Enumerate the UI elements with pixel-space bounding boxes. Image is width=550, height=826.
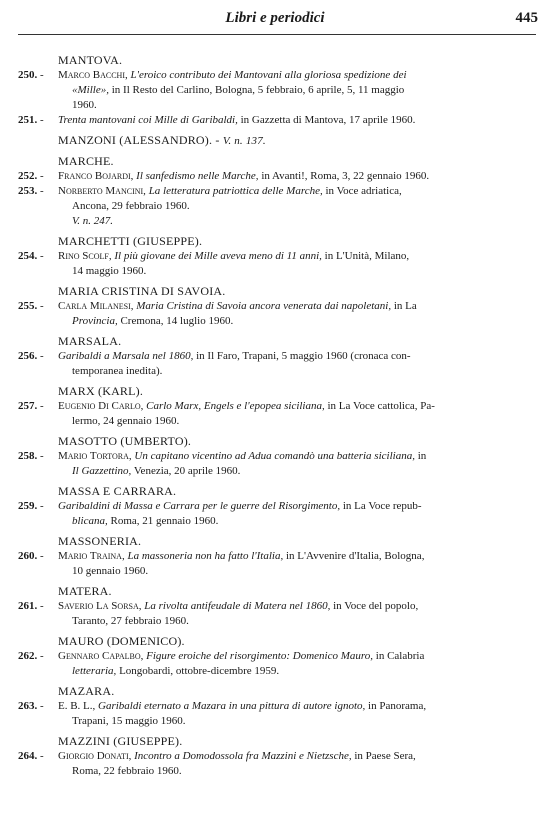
entry-number: [18, 399, 58, 414]
entry-number-text: 257.: [18, 400, 38, 412]
section-heading-text: MANZONI (ALESSANDRO).: [58, 133, 213, 147]
entry-number-text: 262.: [18, 650, 38, 662]
bibliography-entry: [0, 649, 550, 679]
entry-number: [18, 169, 58, 184]
entry-number: [18, 699, 58, 714]
entry-publication: in: [414, 450, 427, 462]
entry-number: [18, 749, 58, 764]
entry-author: E. B. L.,: [58, 700, 96, 712]
header-rule: [18, 34, 536, 35]
entry-line: [58, 749, 538, 764]
entry-publication: Venezia, 20 aprile 1960.: [131, 465, 241, 477]
entry-line: [58, 464, 538, 479]
entry-title: Garibaldi eternato a Mazara in una pittura di autore ignoto,: [98, 700, 366, 712]
entry-publication: Cremona, 14 luglio 1960.: [117, 315, 234, 327]
section-heading-text: MARCHETTI (GIUSEPPE).: [58, 234, 203, 248]
entry-number-text: 251.: [18, 114, 38, 126]
bibliography-entry: [0, 599, 550, 629]
entry-author: Gennaro Capalbo,: [58, 650, 144, 662]
entry-number: [18, 549, 58, 564]
entry-number-text: 259.: [18, 500, 38, 512]
entry-number: [18, 184, 58, 199]
entry-line: [58, 314, 538, 329]
entry-publication: in Panorama,: [365, 700, 427, 712]
entry-author: Eugenio Di Carlo,: [58, 400, 144, 412]
entry-title: La letteratura patriottica delle Marche,: [148, 185, 323, 197]
entry-line: [58, 299, 538, 314]
entry-line: [58, 614, 538, 629]
entry-title: letteraria,: [72, 665, 117, 677]
entry-publication: Roma, 21 gennaio 1960.: [107, 515, 219, 527]
cross-reference: V. n. 137.: [222, 135, 266, 147]
section-heading-text: MAZARA.: [58, 684, 115, 698]
entry-author: Franco Bojardi,: [58, 170, 134, 182]
entry-dash: -: [37, 450, 44, 462]
section-heading: [0, 283, 550, 299]
entry-line: [58, 449, 538, 464]
entry-publication: in La Voce cattolica, Pa-: [324, 400, 435, 412]
entry-publication: in Gazzetta di Mantova, 17 aprile 1960.: [237, 114, 416, 126]
entry-title: «Mille»,: [72, 84, 109, 96]
bibliography-entry: [0, 249, 550, 279]
entry-author: Mario Tortora,: [58, 450, 132, 462]
entry-line: [58, 699, 538, 714]
entry-dash: -: [37, 550, 44, 562]
entry-dash: -: [37, 400, 44, 412]
entry-dash: -: [37, 700, 44, 712]
entry-line: [58, 399, 538, 414]
section-heading: [0, 333, 550, 349]
entry-number-text: 261.: [18, 600, 38, 612]
entry-number-text: 254.: [18, 250, 38, 262]
entry-publication: lermo, 24 gennaio 1960.: [72, 415, 180, 427]
entry-number-text: 255.: [18, 300, 38, 312]
section-heading: [0, 683, 550, 699]
entry-title: Figure eroiche del risorgimento: Domenico Mauro,: [146, 650, 374, 662]
entry-publication: 10 gennaio 1960.: [72, 565, 149, 577]
section-heading: [0, 533, 550, 549]
entry-publication: in Paese Sera,: [351, 750, 416, 762]
running-title: Libri e periodici: [225, 10, 325, 26]
section-heading-text: MAZZINI (GIUSEPPE).: [58, 734, 183, 748]
bibliography-entry: [0, 68, 550, 113]
entry-title: Carlo Marx, Engels e l'epopea siciliana,: [146, 400, 325, 412]
entry-dash: -: [37, 300, 44, 312]
entry-number-text: 258.: [18, 450, 38, 462]
entry-title: La rivolta antifeudale di Matera nel 1860,: [144, 600, 331, 612]
entry-number-text: 252.: [18, 170, 38, 182]
section-heading-text: MANTOVA.: [58, 53, 123, 67]
entry-number: [18, 113, 58, 128]
entry-number-text: 264.: [18, 750, 38, 762]
entry-publication: in Il Resto del Carlino, Bologna, 5 febbraio, 6 aprile, 5, 11 maggio: [108, 84, 405, 96]
entry-dash: -: [37, 650, 44, 662]
section-heading-text: MASSONERIA.: [58, 534, 142, 548]
section-heading: [0, 483, 550, 499]
entry-title: Trenta mantovani coi Mille di Garibaldi,: [58, 114, 238, 126]
entry-dash: -: [37, 185, 44, 197]
section-heading: [0, 633, 550, 649]
entry-number: [18, 299, 58, 314]
bibliography-entry: [0, 699, 550, 729]
entry-line: [58, 113, 538, 128]
entry-title: Un capitano vicentino ad Adua comandò una batteria siciliana,: [134, 450, 415, 462]
entry-number: [18, 599, 58, 614]
entry-publication: in L'Unità, Milano,: [321, 250, 410, 262]
entry-line: [58, 599, 538, 614]
entry-dash: -: [37, 250, 44, 262]
entry-author: Giorgio Donati,: [58, 750, 132, 762]
entry-title: Garibaldi a Marsala nel 1860,: [58, 350, 194, 362]
section-heading-text: MARX (KARL).: [58, 384, 144, 398]
section-heading: MANZONI (ALESSANDRO). - V. n. 137.: [58, 133, 266, 147]
entry-publication: 14 maggio 1960.: [72, 265, 147, 277]
bibliography-entry: [0, 349, 550, 379]
bibliography-entry: [0, 499, 550, 529]
entry-line: [58, 199, 538, 214]
entry-title: blicana,: [72, 515, 108, 527]
entry-author: Norberto Mancini,: [58, 185, 146, 197]
entry-publication: in Voce del popolo,: [330, 600, 419, 612]
entry-publication: in La Voce repub-: [340, 500, 422, 512]
entry-number-text: 256.: [18, 350, 38, 362]
entry-publication: Ancona, 29 febbraio 1960.: [72, 200, 190, 212]
entry-line: [58, 564, 538, 579]
entry-line: [58, 764, 538, 779]
bibliography-entry: [0, 449, 550, 479]
entry-line: [58, 514, 538, 529]
entry-publication: Roma, 22 febbraio 1960.: [72, 765, 182, 777]
entry-author: Saverio La Sorsa,: [58, 600, 142, 612]
entry-line: [58, 549, 538, 564]
entry-line: [58, 68, 538, 83]
entry-line: [58, 649, 538, 664]
bibliography-entry: [0, 549, 550, 579]
entry-number: [18, 249, 58, 264]
entry-author: Carla Milanesi,: [58, 300, 134, 312]
section-heading: [0, 383, 550, 399]
entry-line: [58, 184, 538, 199]
entry-author: Marco Bacchi,: [58, 69, 128, 81]
section-heading-text: MARIA CRISTINA DI SAVOIA.: [58, 284, 226, 298]
entry-dash: -: [37, 500, 44, 512]
entry-title: Provincia,: [72, 315, 118, 327]
entry-publication: in L'Avvenire d'Italia, Bologna,: [283, 550, 425, 562]
entry-line: [58, 169, 538, 184]
page-number: 445: [515, 10, 538, 26]
entry-title: Il più giovane dei Mille aveva meno di 11 anni,: [114, 250, 322, 262]
entry-dash: -: [37, 170, 44, 182]
entry-line: [58, 414, 538, 429]
entry-dash: -: [37, 69, 44, 81]
entry-line: [58, 364, 538, 379]
bibliography-entry: [0, 169, 550, 184]
entry-number: [18, 68, 58, 83]
entry-title: Incontro a Domodossola fra Mazzini e Nietzsche,: [134, 750, 352, 762]
bibliography-entry: [0, 113, 550, 128]
section-heading-text: MATERA.: [58, 584, 112, 598]
entry-publication: Trapani, 15 maggio 1960.: [72, 715, 186, 727]
entry-title: Il Gazzettino,: [72, 465, 132, 477]
entry-line: [58, 264, 538, 279]
entry-title: L'eroico contributo dei Mantovani alla gloriosa spedizione dei: [130, 69, 407, 81]
entry-publication: Longobardi, ottobre-dicembre 1959.: [116, 665, 280, 677]
entry-number-text: 260.: [18, 550, 38, 562]
entry-publication: 1960.: [72, 99, 97, 111]
bibliography-list: [0, 48, 550, 779]
section-heading: [0, 52, 550, 68]
entry-dash: -: [37, 600, 44, 612]
entry-publication: temporanea inedita).: [72, 365, 163, 377]
entry-publication: Taranto, 27 febbraio 1960.: [72, 615, 189, 627]
cross-reference: V. n. 247.: [72, 215, 114, 227]
entry-number: [18, 449, 58, 464]
entry-number-text: 253.: [18, 185, 38, 197]
section-heading: [0, 733, 550, 749]
entry-publication: in Voce adriatica,: [322, 185, 402, 197]
section-heading-text: MASSA E CARRARA.: [58, 484, 177, 498]
bibliography-entry: [0, 749, 550, 779]
entry-title: Maria Cristina di Savoia ancora venerata dai napoletani,: [136, 300, 392, 312]
entry-dash: -: [37, 114, 44, 126]
entry-line: [58, 349, 538, 364]
section-heading: [0, 583, 550, 599]
entry-number: [18, 349, 58, 364]
entry-title: La massoneria non ha fatto l'Italia,: [127, 550, 284, 562]
section-heading-text: MAURO (DOMENICO).: [58, 634, 185, 648]
section-heading-text: MARCHE.: [58, 154, 114, 168]
entry-title: Garibaldini di Massa e Carrara per le guerre del Risorgimento,: [58, 500, 341, 512]
entry-publication: in Il Faro, Trapani, 5 maggio 1960 (cronaca con-: [193, 350, 411, 362]
entry-number-text: 263.: [18, 700, 38, 712]
bibliography-entry: [0, 399, 550, 429]
page-header: [0, 10, 550, 32]
entry-dash: -: [37, 750, 44, 762]
entry-number: [18, 649, 58, 664]
entry-publication: in Avanti!, Roma, 3, 22 gennaio 1960.: [258, 170, 430, 182]
section-heading: [0, 433, 550, 449]
bibliography-entry: [0, 184, 550, 214]
entry-line: [58, 249, 538, 264]
section-heading: [0, 233, 550, 249]
entry-line: [58, 714, 538, 729]
entry-line: [58, 98, 538, 113]
entry-line: [58, 499, 538, 514]
entry-line: [58, 664, 538, 679]
entry-publication: in Calabria: [373, 650, 425, 662]
entry-author: Rino Scolf,: [58, 250, 112, 262]
section-heading: [0, 153, 550, 169]
bibliography-entry: [0, 299, 550, 329]
section-heading-text: MASOTTO (UMBERTO).: [58, 434, 192, 448]
entry-number-text: 250.: [18, 69, 38, 81]
entry-dash: -: [37, 350, 44, 362]
entry-number: [18, 499, 58, 514]
section-heading-text: MARSALA.: [58, 334, 122, 348]
entry-publication: in La: [391, 300, 417, 312]
entry-line: [58, 83, 538, 98]
entry-author: Mario Traina,: [58, 550, 125, 562]
entry-title: Il sanfedismo nelle Marche,: [136, 170, 259, 182]
